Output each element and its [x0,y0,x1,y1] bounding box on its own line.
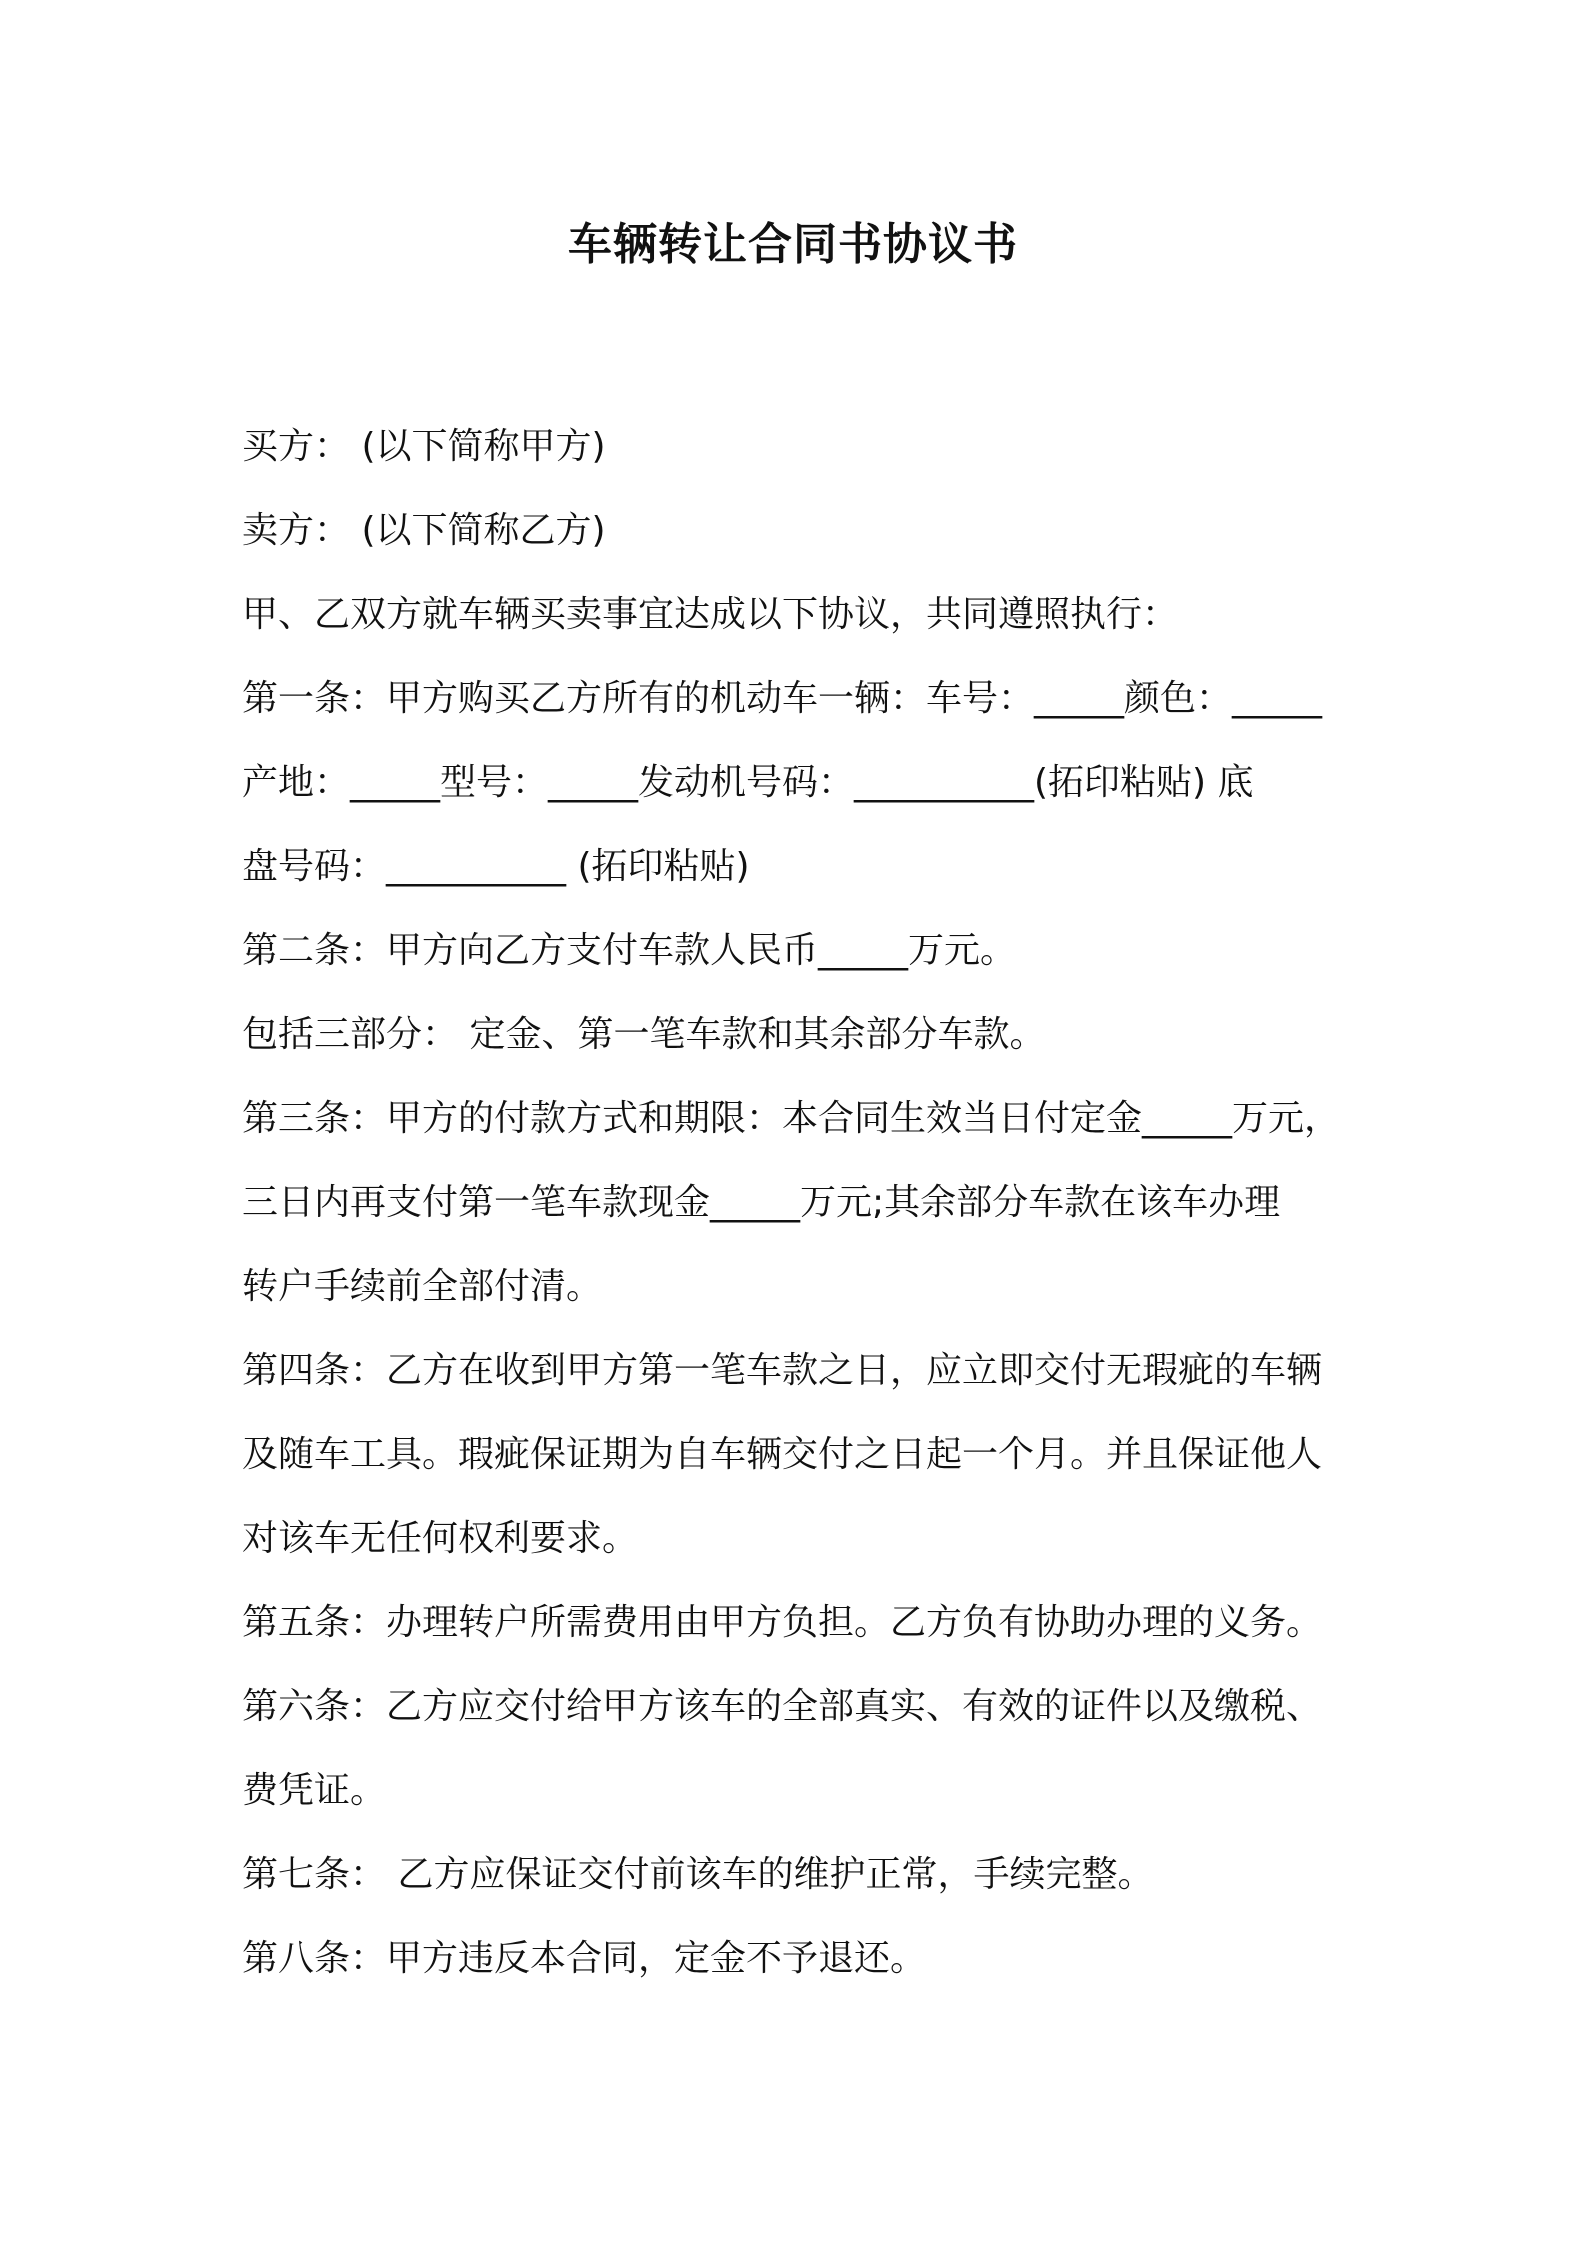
article-2-line-2: 包括三部分： 定金、第一笔车款和其余部分车款。 [242,1014,1046,1055]
document-title: 车辆转让合同书协议书 [568,219,1018,270]
agreement-intro: 甲、乙双方就车辆买卖事宜达成以下协议，共同遵照执行： [242,594,1179,635]
article-4-line-1: 第四条：乙方在收到甲方第一笔车款之日，应立即交付无瑕疵的车辆 [242,1350,1323,1391]
article-3-line-1: 第三条：甲方的付款方式和期限：本合同生效当日付定金_____万元， [242,1098,1341,1139]
article-4-line-3: 对该车无任何权利要求。 [242,1518,639,1559]
buyer-line: 买方： (以下简称甲方) [242,426,606,467]
article-6-line-1: 第六条：乙方应交付给甲方该车的全部真实、有效的证件以及缴税、 [242,1686,1323,1727]
article-3-line-2: 三日内再支付第一笔车款现金_____万元;其余部分车款在该车办理 [242,1182,1281,1223]
article-3-line-3: 转户手续前全部付清。 [242,1266,603,1307]
article-4-line-2: 及随车工具。瑕疵保证期为自车辆交付之日起一个月。并且保证他人 [242,1434,1323,1475]
document-body [242,405,1362,2001]
article-1-line-1: 第一条：甲方购买乙方所有的机动车一辆：车号：_____颜色：_____ [242,678,1323,719]
seller-line: 卖方： (以下简称乙方) [242,510,606,551]
article-6-line-2: 费凭证。 [242,1770,387,1811]
article-7-line-1: 第七条： 乙方应保证交付前该车的维护正常，手续完整。 [242,1854,1154,1895]
article-2-line-1: 第二条：甲方向乙方支付车款人民币_____万元。 [242,930,1017,971]
article-8-line-1: 第八条：甲方违反本合同，定金不予退还。 [242,1938,927,1979]
article-1-line-3: 盘号码：__________ (拓印粘贴) [242,846,750,887]
article-1-line-2: 产地：_____型号：_____发动机号码：__________(拓印粘贴) 底 [242,762,1254,803]
article-5-line-1: 第五条：办理转户所需费用由甲方负担。乙方负有协助办理的义务。 [242,1602,1323,1643]
